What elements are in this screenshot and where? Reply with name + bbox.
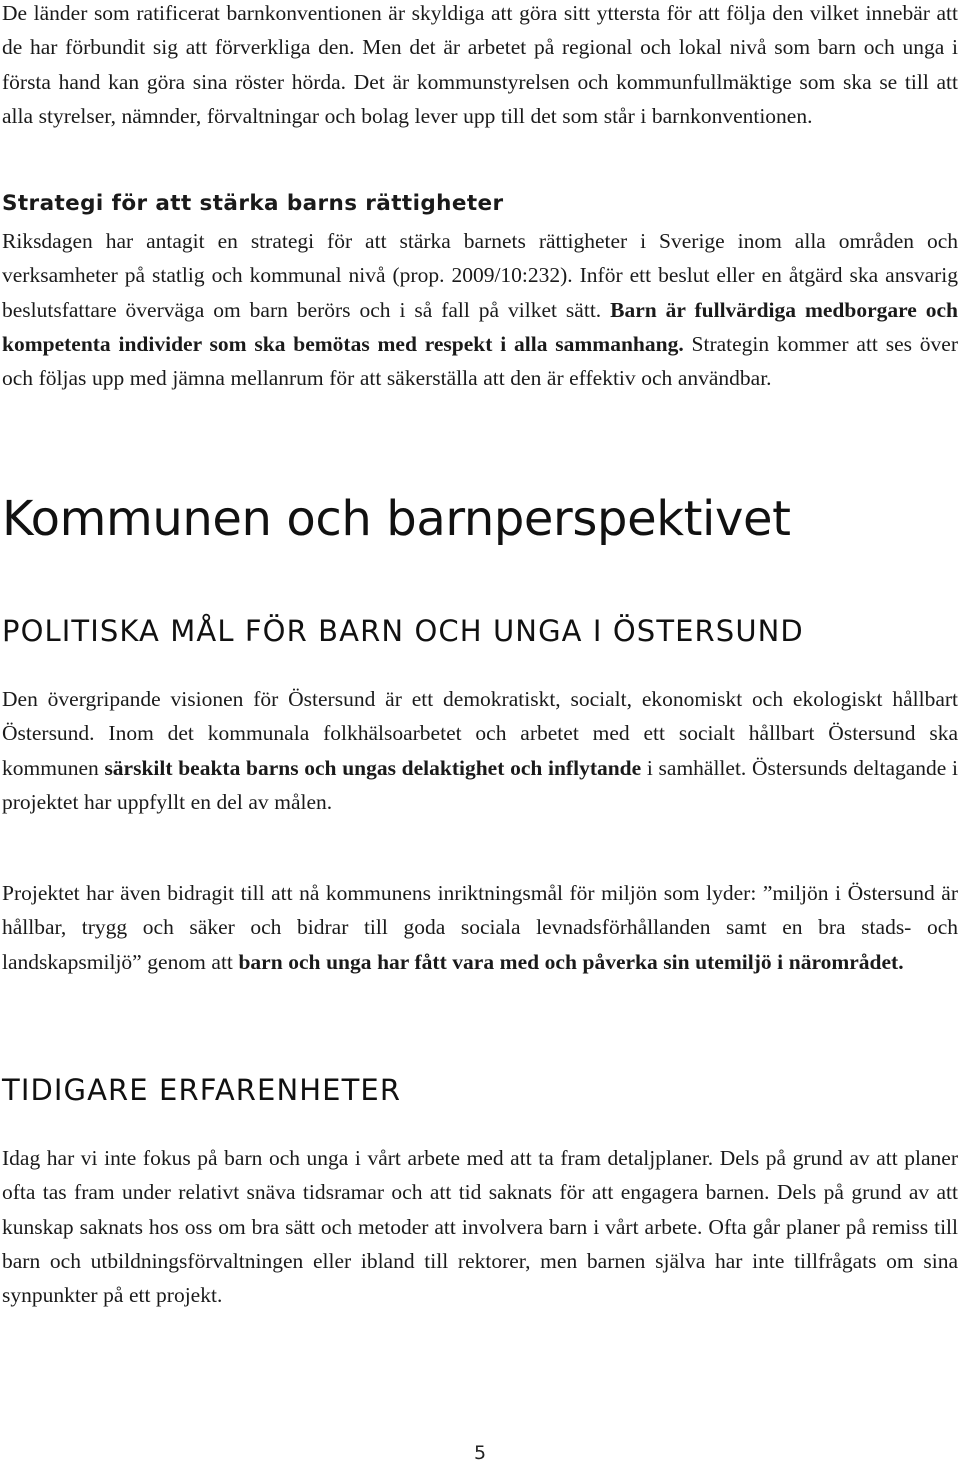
strategy-paragraph bbox=[2, 224, 958, 395]
strategy-text-2: Strategin kommer att ses över och följas upp med jämna mellanrum för att säkerställa att den är effektiv och användbar. bbox=[2, 331, 958, 391]
goals-heading: POLITISKA MÅL FÖR BARN OCH UNGA I ÖSTERSUND bbox=[2, 614, 804, 648]
page-number: 5 bbox=[473, 1442, 487, 1464]
goals-text-2a: Projektet har även bidragit till att nå kommunens inriktningsmål för miljön som lyder: ”miljön i Östersund är hållbar, trygg och säker och bidrar till goda sociala levnadsförhållanden samt en bra stads- och landskapsmiljö” genom att bbox=[2, 881, 958, 974]
goals-paragraph-1 bbox=[2, 682, 958, 819]
main-heading: Kommunen och barnperspektivet bbox=[2, 491, 791, 547]
intro-paragraph: De länder som ratificerat barnkonventionen är skyldiga att göra sitt yttersta för att följa den vilket innebär att de har förbundit sig att förverkliga den. Men det är arbetet på regional och lokal nivå som barn och unga i första hand kan göra sina röster hörda. Det är kommunstyrelsen och kommunfullmäktige som ska se till att alla styrelser, nämnder, förvaltningar och bolag lever upp till det som står i barnkonventionen. bbox=[2, 1, 958, 128]
experience-heading: TIDIGARE ERFARENHETER bbox=[2, 1073, 402, 1107]
strategy-bold-text: Barn är fullvärdiga medborgare och kompetenta individer som ska bemötas med respekt i alla sammanhang. bbox=[2, 297, 958, 356]
goals-bold-text-1: särskilt beakta barns och ungas delaktighet och inflytande bbox=[104, 755, 642, 780]
goals-text-1a: Den övergripande visionen för Östersund är ett demokratiskt, socialt, ekonomiskt och ekologiskt hållbart Östersund. Inom det kommunala folkhälsoarbetet och arbetet med ett socialt hållbart Östersund ska kommunen bbox=[2, 687, 958, 780]
strategy-text-1: Riksdagen har antagit en strategi för att stärka barnets rättigheter i Sverige inom alla områden och verksamheter på statlig och kommunal nivå (prop. 2009/10:232). Inför ett beslut eller en åtgärd ska ansvarig beslutsfattare överväga om barn berörs och i så fall på vilket sätt. bbox=[2, 229, 958, 322]
experience-paragraph: Idag har vi inte fokus på barn och unga i vårt arbete med att ta fram detaljplaner. Dels på grund av att planer ofta tas fram under relativt snäva tidsramar och att tid saknats för att engagera barnen. Dels på grund av att kunskap saknats hos oss om bra sätt och metoder att involvera barn i vårt arbete. Ofta går planer på remiss till barn och utbildningsförvaltningen eller ibland till rektorer, men barnen själva har inte tillfrågats om sina synpunkter på ett projekt. bbox=[2, 1146, 958, 1308]
goals-paragraph-2 bbox=[2, 876, 958, 979]
goals-bold-text-2: barn och unga har fått vara med och påverka sin utemiljö i närområdet. bbox=[238, 949, 904, 974]
goals-text-1b: i samhället. Östersunds deltagande i projektet har uppfyllt en del av målen. bbox=[2, 755, 958, 814]
strategy-heading: Strategi för att stärka barns rättigheter bbox=[2, 191, 504, 216]
